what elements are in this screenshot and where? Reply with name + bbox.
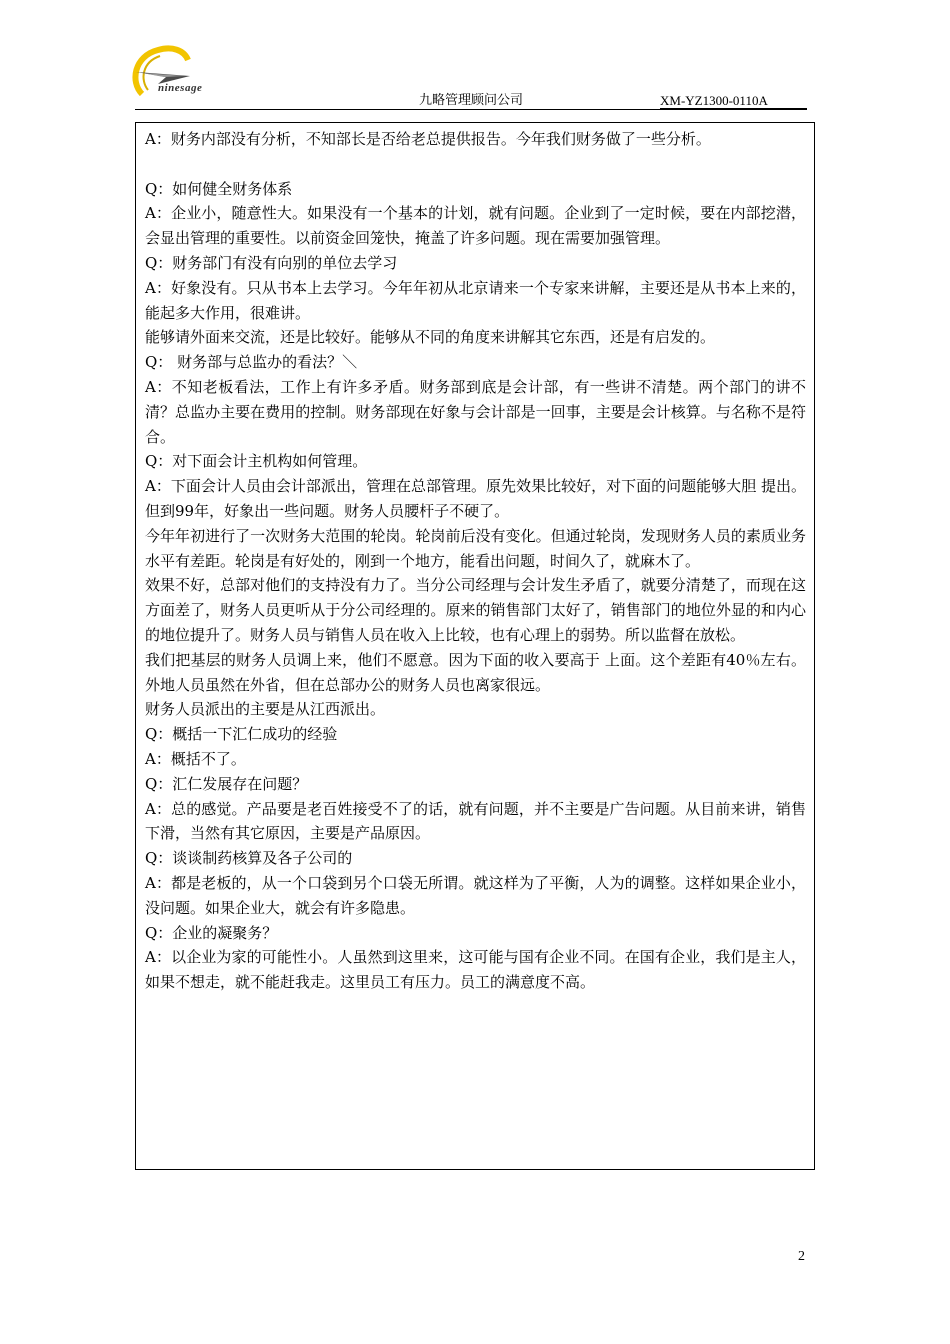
interview-content-box — [135, 122, 815, 1170]
paragraph: Q：对下面会计主机构如何管理。 — [145, 452, 368, 471]
paragraph: A：不知老板看法，工作上有许多矛盾。财务部到底是会计部，有一些讲不清楚。两个部门的讲不清？总监办主要在费用的控制。财务部现在好象与会计部是一回事，主要是会计核算。与名称不是符合。 — [145, 377, 806, 446]
paragraph: A：都是老板的，从一个口袋到另个口袋无所谓。就这样为了平衡，人为的调整。这样如果企业小，没问题。如果企业大，就会有许多隐患。 — [145, 873, 806, 917]
interview-text — [136, 123, 814, 995]
paragraph: A：下面会计人员由会计部派出，管理在总部管理。原先效果比较好，对下面的问题能够大胆 提出。但到99年，好象出一些问题。财务人员腰杆子不硬了。 — [145, 477, 806, 520]
paragraph: Q：财务部门有没有向别的单位去学习 — [145, 253, 398, 272]
paragraph: Q：如何健全财务体系 — [145, 179, 293, 198]
paragraph: A：以企业为家的可能性小。人虽然到这里来，这可能与国有企业不同。在国有企业，我们是主人，如果不想走，就不能赶我走。这里员工有压力。员工的满意度不高。 — [145, 948, 806, 992]
paragraph: 效果不好，总部对他们的支持没有力了。当分公司经理与会计发生矛盾了，就要分清楚了，而现在这方面差了，财务人员更听从于分公司经理的。原来的销售部门太好了，销售部门的地位外显的和内心的地位提升了。财务人员与销售人员在收入上比较，也有心理上的弱势。所以监督在放松。 — [145, 576, 806, 644]
paragraph: A：总的感觉。产品要是老百姓接受不了的话，就有问题，并不主要是广告问题。从目前来讲，销售下滑，当然有其它原因，主要是产品原因。 — [145, 799, 806, 843]
paragraph: A：好象没有。只从书本上去学习。今年年初从北京请来一个专家来讲解，主要还是从书本上来的，能起多大作用，很难讲。 — [145, 278, 806, 322]
paragraph: 财务人员派出的主要是从江西派出。 — [145, 700, 386, 719]
blank-line — [145, 152, 806, 177]
paragraph: 我们把基层的财务人员调上来，他们不愿意。因为下面的收入要高于 上面。这个差距有40％左右。外地人员虽然在外省，但在总部办公的财务人员也离家很远。 — [145, 650, 806, 694]
paragraph: A：概括不了。 — [145, 749, 246, 768]
page-number: 2 — [798, 1249, 805, 1264]
paragraph: Q：概括一下汇仁成功的经验 — [145, 725, 338, 744]
paragraph: Q：谈谈制药核算及各子公司的 — [145, 849, 353, 868]
logo-text: ninesage — [158, 82, 203, 94]
header-rule — [135, 109, 807, 110]
paragraph: Q： 财务部与总监办的看法？＼ — [145, 353, 358, 372]
company-name: 九略管理顾问公司 — [419, 93, 524, 108]
ninesage-logo — [128, 44, 228, 106]
paragraph: A：企业小，随意性大。如果没有一个基本的计划，就有问题。企业到了一定时候，要在内部挖潜，会显出管理的重要性。以前资金回笼快，掩盖了许多问题。现在需要加强管理。 — [145, 204, 806, 248]
paragraph: Q：企业的凝聚务？ — [145, 923, 278, 942]
document-number: XM-YZ1300-0110A — [660, 94, 807, 109]
paragraph: 今年年初进行了一次财务大范围的轮岗。轮岗前后没有变化。但通过轮岗，发现财务人员的素质业务水平有差距。轮岗是有好处的，刚到一个地方，能看出问题，时间久了，就麻木了。 — [145, 526, 806, 570]
paragraph: 能够请外面来交流，还是比较好。能够从不同的角度来讲解其它东西，还是有启发的。 — [145, 328, 716, 347]
paragraph: Q：汇仁发展存在问题？ — [145, 774, 308, 793]
paragraph: A：财务内部没有分析，不知部长是否给老总提供报告。今年我们财务做了一些分析。 — [145, 130, 711, 148]
